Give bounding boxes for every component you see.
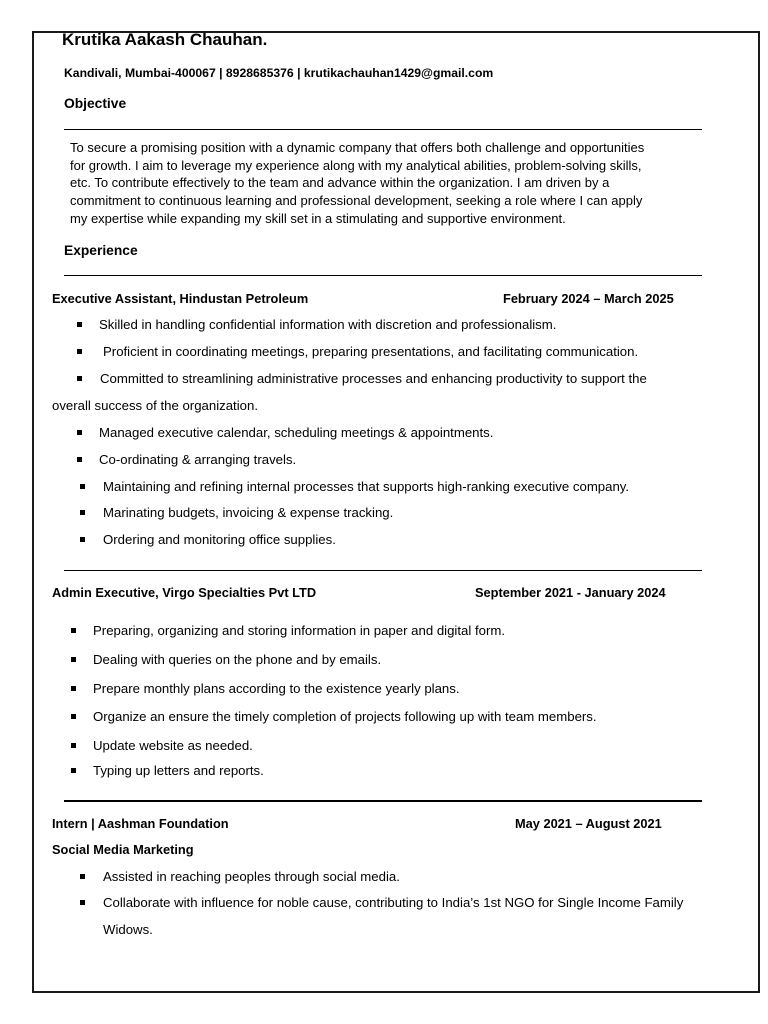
contact-line: Kandivali, Mumbai-400067 | 8928685376 | krutikachauhan1429@gmail.com bbox=[64, 66, 494, 80]
bullet-text: Update website as needed. bbox=[93, 738, 253, 753]
bullet-text: Typing up letters and reports. bbox=[93, 763, 264, 778]
objective-line: etc. To contribute effectively to the team and advance within the organization. I am driven by a bbox=[70, 175, 610, 191]
bullet-square-icon bbox=[71, 657, 76, 662]
bullet-square-icon bbox=[71, 768, 76, 773]
candidate-name: Krutika Aakash Chauhan. bbox=[62, 30, 268, 49]
bullet-text: Co-ordinating & arranging travels. bbox=[99, 452, 297, 467]
bullet-text: Marinating budgets, invoicing & expense tracking. bbox=[103, 505, 394, 520]
bullet-square-icon bbox=[77, 430, 82, 435]
job-subtitle: Social Media Marketing bbox=[52, 842, 194, 857]
job-dates: February 2024 – March 2025 bbox=[503, 291, 674, 306]
bullet-text: Managed executive calendar, scheduling meetings & appointments. bbox=[99, 425, 494, 440]
bullet-text: Organize an ensure the timely completion of projects following up with team members. bbox=[93, 709, 597, 724]
bullet-text: Assisted in reaching peoples through social media. bbox=[103, 869, 400, 884]
bullet-text-continuation: overall success of the organization. bbox=[52, 398, 258, 413]
bullet-square-icon bbox=[71, 743, 76, 748]
bullet-text-continuation: Widows. bbox=[103, 922, 153, 937]
job-title: Executive Assistant, Hindustan Petroleum bbox=[52, 291, 309, 306]
job-title: Intern | Aashman Foundation bbox=[52, 816, 229, 831]
objective-line: my expertise while expanding my skill set in a stimulating and supportive environment. bbox=[70, 210, 566, 226]
bullet-text: Proficient in coordinating meetings, preparing presentations, and facilitating communication. bbox=[103, 344, 639, 359]
bullet-square-icon bbox=[77, 322, 82, 327]
bullet-square-icon bbox=[77, 376, 82, 381]
job-title: Admin Executive, Virgo Specialties Pvt LTD bbox=[52, 585, 317, 600]
bullet-text: Ordering and monitoring office supplies. bbox=[103, 532, 336, 547]
bullet-text: Committed to streamlining administrative processes and enhancing productivity to support the bbox=[100, 371, 647, 386]
bullet-text: Maintaining and refining internal processes that supports high-ranking executive company. bbox=[103, 479, 630, 494]
divider bbox=[64, 570, 702, 571]
objective-line: for growth. I aim to leverage my experience along with my analytical abilities, problem-solving skills, bbox=[70, 157, 642, 173]
divider bbox=[64, 129, 702, 130]
bullet-text: Collaborate with influence for noble cause, contributing to India’s 1st NGO for Single Income Family bbox=[103, 895, 684, 910]
objective-heading: Objective bbox=[64, 96, 127, 111]
bullet-square-icon bbox=[80, 484, 85, 489]
divider bbox=[64, 800, 702, 802]
objective-paragraph bbox=[70, 139, 710, 228]
bullet-square-icon bbox=[80, 874, 85, 879]
bullet-square-icon bbox=[77, 457, 82, 462]
bullet-text: Prepare monthly plans according to the existence yearly plans. bbox=[93, 681, 460, 696]
bullet-square-icon bbox=[77, 349, 82, 354]
experience-heading: Experience bbox=[64, 243, 138, 258]
bullet-text: Skilled in handling confidential information with discretion and professionalism. bbox=[99, 317, 557, 332]
job-dates: May 2021 – August 2021 bbox=[515, 816, 662, 831]
job-dates: September 2021 - January 2024 bbox=[475, 585, 666, 600]
bullet-square-icon bbox=[71, 686, 76, 691]
bullet-square-icon bbox=[80, 537, 85, 542]
divider bbox=[64, 275, 702, 276]
bullet-text: Dealing with queries on the phone and by emails. bbox=[93, 652, 382, 667]
bullet-square-icon bbox=[71, 628, 76, 633]
bullet-square-icon bbox=[71, 714, 76, 719]
objective-line: To secure a promising position with a dynamic company that offers both challenge and opportunities bbox=[70, 140, 645, 155]
bullet-square-icon bbox=[80, 900, 85, 905]
bullet-text: Preparing, organizing and storing information in paper and digital form. bbox=[93, 623, 505, 638]
objective-line: commitment to continuous learning and professional development, seeking a role where I can apply bbox=[70, 193, 643, 209]
bullet-square-icon bbox=[80, 510, 85, 515]
